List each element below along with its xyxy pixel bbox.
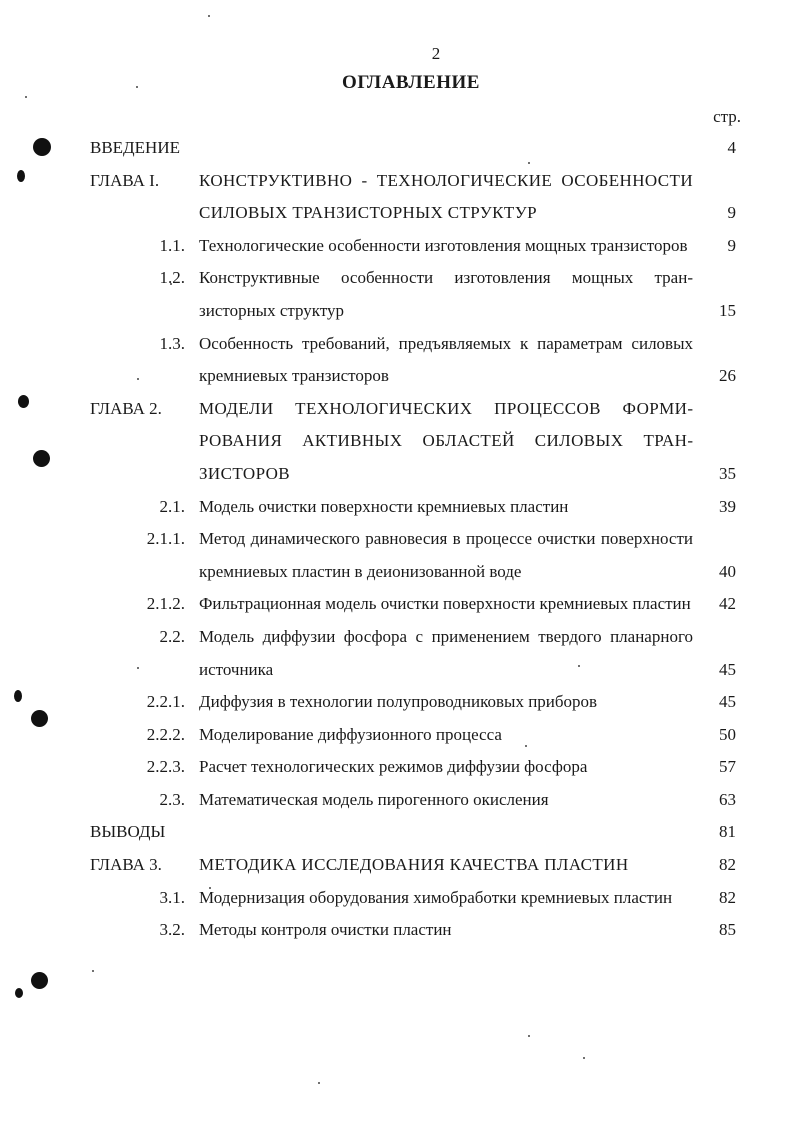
toc-entry-page: 4 bbox=[727, 138, 736, 157]
toc-entry-page: 82 bbox=[719, 855, 736, 875]
toc-entry-page: 39 bbox=[719, 496, 736, 516]
punch-hole-7 bbox=[31, 972, 48, 989]
toc-entry bbox=[0, 849, 797, 882]
toc-entry bbox=[0, 523, 797, 588]
toc-entry bbox=[0, 165, 797, 230]
toc-entry-number: 3.2. bbox=[159, 920, 185, 940]
toc-entry bbox=[0, 262, 797, 327]
toc-entry-number: ВЫВОДЫ bbox=[90, 822, 166, 842]
toc-entry-title: Модель диффузии фосфора с применением твердого планарного источника bbox=[199, 626, 693, 679]
toc-entry-page: 42 bbox=[719, 594, 736, 614]
toc-entry-page: 40 bbox=[719, 561, 736, 581]
toc-entry-page: 45 bbox=[719, 692, 736, 712]
toc-entry bbox=[0, 686, 797, 719]
toc-entry-page: 81 bbox=[719, 822, 736, 842]
speck bbox=[583, 1057, 585, 1059]
toc-entry-page: 26 bbox=[719, 366, 736, 386]
toc-entry-number: ГЛАВА 2. bbox=[90, 398, 162, 418]
toc-entry-title: Технологические особенности изготовления мощных транзисторов bbox=[199, 235, 688, 255]
toc-entry-page: 82 bbox=[719, 887, 736, 907]
toc-entry-page: 57 bbox=[719, 757, 736, 777]
toc-entry-page: 9 bbox=[727, 203, 736, 223]
toc-entry-page: 85 bbox=[719, 920, 736, 940]
toc-entry-page: 15 bbox=[719, 300, 736, 320]
speck bbox=[25, 96, 27, 98]
toc-entry-title: Модернизация оборудования химобработки кремниевых пластин bbox=[199, 887, 673, 907]
toc-entry bbox=[0, 816, 797, 849]
toc-entry-number: 2.2.1. bbox=[146, 692, 185, 712]
toc-entry bbox=[0, 914, 797, 947]
toc-entry-title: КОНСТРУКТИВНО - ТЕХНОЛОГИЧЕСКИЕ ОСОБЕННОСТИ СИЛОВЫХ ТРАНЗИСТОРНЫХ СТРУКТУР bbox=[199, 170, 693, 223]
toc-entry-number: ГЛАВА I. bbox=[90, 170, 160, 190]
toc-entry-number: 1.1. bbox=[159, 235, 185, 255]
toc-entry-number: 2.2.2. bbox=[146, 724, 185, 744]
toc-entry-page: 35 bbox=[719, 463, 736, 483]
toc-entry-title bbox=[199, 132, 693, 165]
table-of-contents bbox=[0, 132, 797, 947]
toc-entry-page: 50 bbox=[719, 724, 736, 744]
toc-entry bbox=[0, 588, 797, 621]
toc-entry-title: Расчет технологических режимов диффузии фосфора bbox=[199, 757, 588, 777]
speck bbox=[528, 1035, 530, 1037]
toc-entry-number: 1.2. bbox=[159, 268, 185, 288]
speck bbox=[208, 15, 210, 17]
toc-entry-title: Метод динамического равновесия в процессе очистки поверхности кремниевых пластин в деионизованной воде bbox=[199, 529, 693, 581]
toc-entry bbox=[0, 328, 797, 393]
toc-entry-title: Диффузия в технологии полупроводниковых приборов bbox=[199, 692, 598, 712]
toc-entry-number: ВВЕДЕНИЕ bbox=[90, 138, 180, 157]
toc-entry-title: МОДЕЛИ ТЕХНОЛОГИЧЕСКИХ ПРОЦЕССОВ ФОРМИРОВАНИЯ АКТИВНЫХ ОБЛАСТЕЙ СИЛОВЫХ ТРАНЗИСТОРОВ bbox=[199, 398, 693, 483]
toc-entry bbox=[0, 230, 797, 263]
toc-entry-number: 2.1.2. bbox=[146, 594, 185, 614]
toc-entry-title bbox=[199, 816, 693, 849]
toc-entry bbox=[0, 621, 797, 686]
toc-entry-page: 9 bbox=[727, 235, 736, 255]
toc-entry-number: 2.3. bbox=[159, 789, 185, 809]
toc-title: ОГЛАВЛЕНИЕ bbox=[342, 72, 480, 93]
toc-entry-title: Математическая модель пирогенного окисления bbox=[199, 789, 549, 809]
toc-entry-title: Моделирование диффузионного процесса bbox=[199, 724, 502, 744]
toc-entry-page: 63 bbox=[719, 789, 736, 809]
page-number: 2 bbox=[431, 44, 441, 63]
toc-entry-title: Фильтрационная модель очистки поверхности кремниевых пластин bbox=[199, 594, 691, 614]
toc-entry bbox=[0, 784, 797, 817]
toc-entry-number: 2.2. bbox=[159, 626, 185, 646]
toc-entry bbox=[0, 751, 797, 784]
speck bbox=[318, 1082, 320, 1084]
toc-entry-number: ГЛАВА 3. bbox=[90, 855, 162, 875]
toc-entry-number: 2.1.1. bbox=[146, 529, 185, 549]
toc-entry-page: 45 bbox=[719, 659, 736, 679]
toc-entry-title: Конструктивные особенности изготовления мощных транзисторных структур bbox=[199, 268, 693, 320]
toc-entry bbox=[0, 393, 797, 491]
toc-entry-title: МЕТОДИКА ИССЛЕДОВАНИЯ КАЧЕСТВА ПЛАСТИН bbox=[199, 855, 629, 875]
toc-entry-number: 2.1. bbox=[159, 496, 185, 516]
toc-entry-number: 2.2.3. bbox=[146, 757, 185, 777]
toc-entry bbox=[0, 491, 797, 524]
toc-entry-title: Методы контроля очистки пластин bbox=[199, 920, 452, 940]
speck bbox=[92, 970, 94, 972]
toc-entry-number: 1.3. bbox=[159, 333, 185, 353]
toc-entry bbox=[0, 882, 797, 915]
toc-entry bbox=[0, 719, 797, 752]
page-column-label: стр. bbox=[713, 107, 741, 126]
toc-entry bbox=[0, 132, 797, 165]
punch-hole-8 bbox=[15, 988, 23, 998]
toc-entry-title: Модель очистки поверхности кремниевых пластин bbox=[199, 496, 569, 516]
toc-entry-number: 3.1. bbox=[159, 887, 185, 907]
toc-entry-title: Особенность требований, предъявляемых к параметрам силовых кремниевых транзисторов bbox=[199, 333, 693, 386]
